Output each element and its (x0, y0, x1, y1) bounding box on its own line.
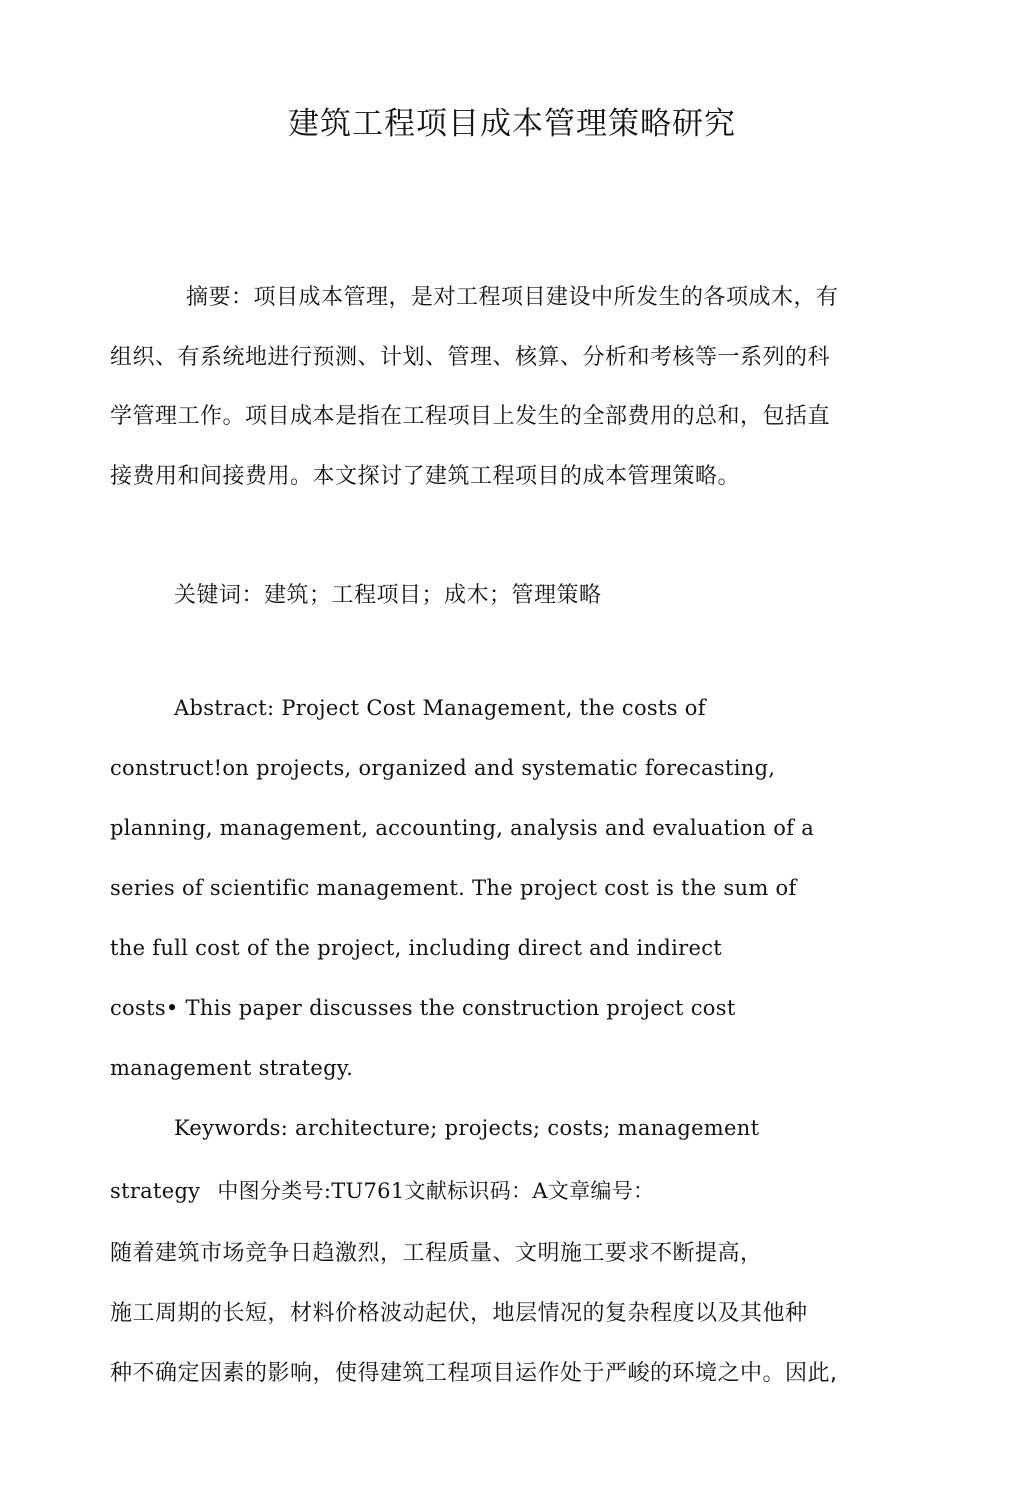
body-zh-line-2: 施工周期的长短，材料价格波动起伏，地层情况的复杂程度以及其他种 (110, 1301, 808, 1326)
abstract-zh-line-4: 接费用和间接费用。本文探讨了建筑工程项目的成本管理策略。 (110, 464, 741, 489)
keywords-zh: 关键词：建筑；工程项目；成木；管理策略 (174, 583, 602, 608)
abstract-en-line-5: the full cost of the project, including direct and indirect (110, 936, 723, 960)
abstract-en-line-2: construct!on projects, organized and systematic forecasting, (110, 756, 776, 780)
keywords-en-line-2 (110, 1175, 654, 1205)
document-title: 建筑工程项目成本管理策略研究 (288, 106, 736, 142)
clc-label: 中图分类号 (217, 1179, 324, 1203)
abstract-zh-line-1: 摘要：项目成本管理，是对工程项目建设中所发生的各项成木，有 (186, 285, 839, 310)
abstract-en-line-3: planning, management, accounting, analysis and evaluation of a (110, 816, 815, 840)
abstract-en-line-4: series of scientific management. The project cost is the sum of (110, 876, 797, 900)
body-zh-line-3: 种不确定因素的影响，使得建筑工程项目运作处于严峻的环境之中。因此, (110, 1361, 838, 1386)
doc-code-label: 文献标识码： (404, 1179, 533, 1203)
doc-code-value: A (532, 1179, 548, 1203)
abstract-en-line-1: Abstract: Project Cost Management, the costs of (174, 696, 706, 720)
abstract-en-line-6: costs• This paper discusses the construction project cost (110, 996, 736, 1020)
abstract-en-line-7: management strategy. (110, 1056, 354, 1080)
keywords-en-strategy: strategy (110, 1179, 201, 1203)
abstract-zh-line-3: 学管理工作。项目成本是指在工程项目上发生的全部费用的总和，包括直 (110, 404, 831, 429)
clc-value: :TU761 (323, 1179, 405, 1203)
article-no-label: 文章编号： (547, 1179, 655, 1203)
body-zh-line-1: 随着建筑市场竞争日趋激烈，工程质量、文明施工要求不断提高， (110, 1241, 763, 1266)
keywords-en-line-1: Keywords: architecture; projects; costs; management (174, 1116, 760, 1140)
abstract-zh-line-2: 组织、有系统地进行预测、计划、管理、核算、分析和考核等一系列的科 (110, 345, 831, 370)
